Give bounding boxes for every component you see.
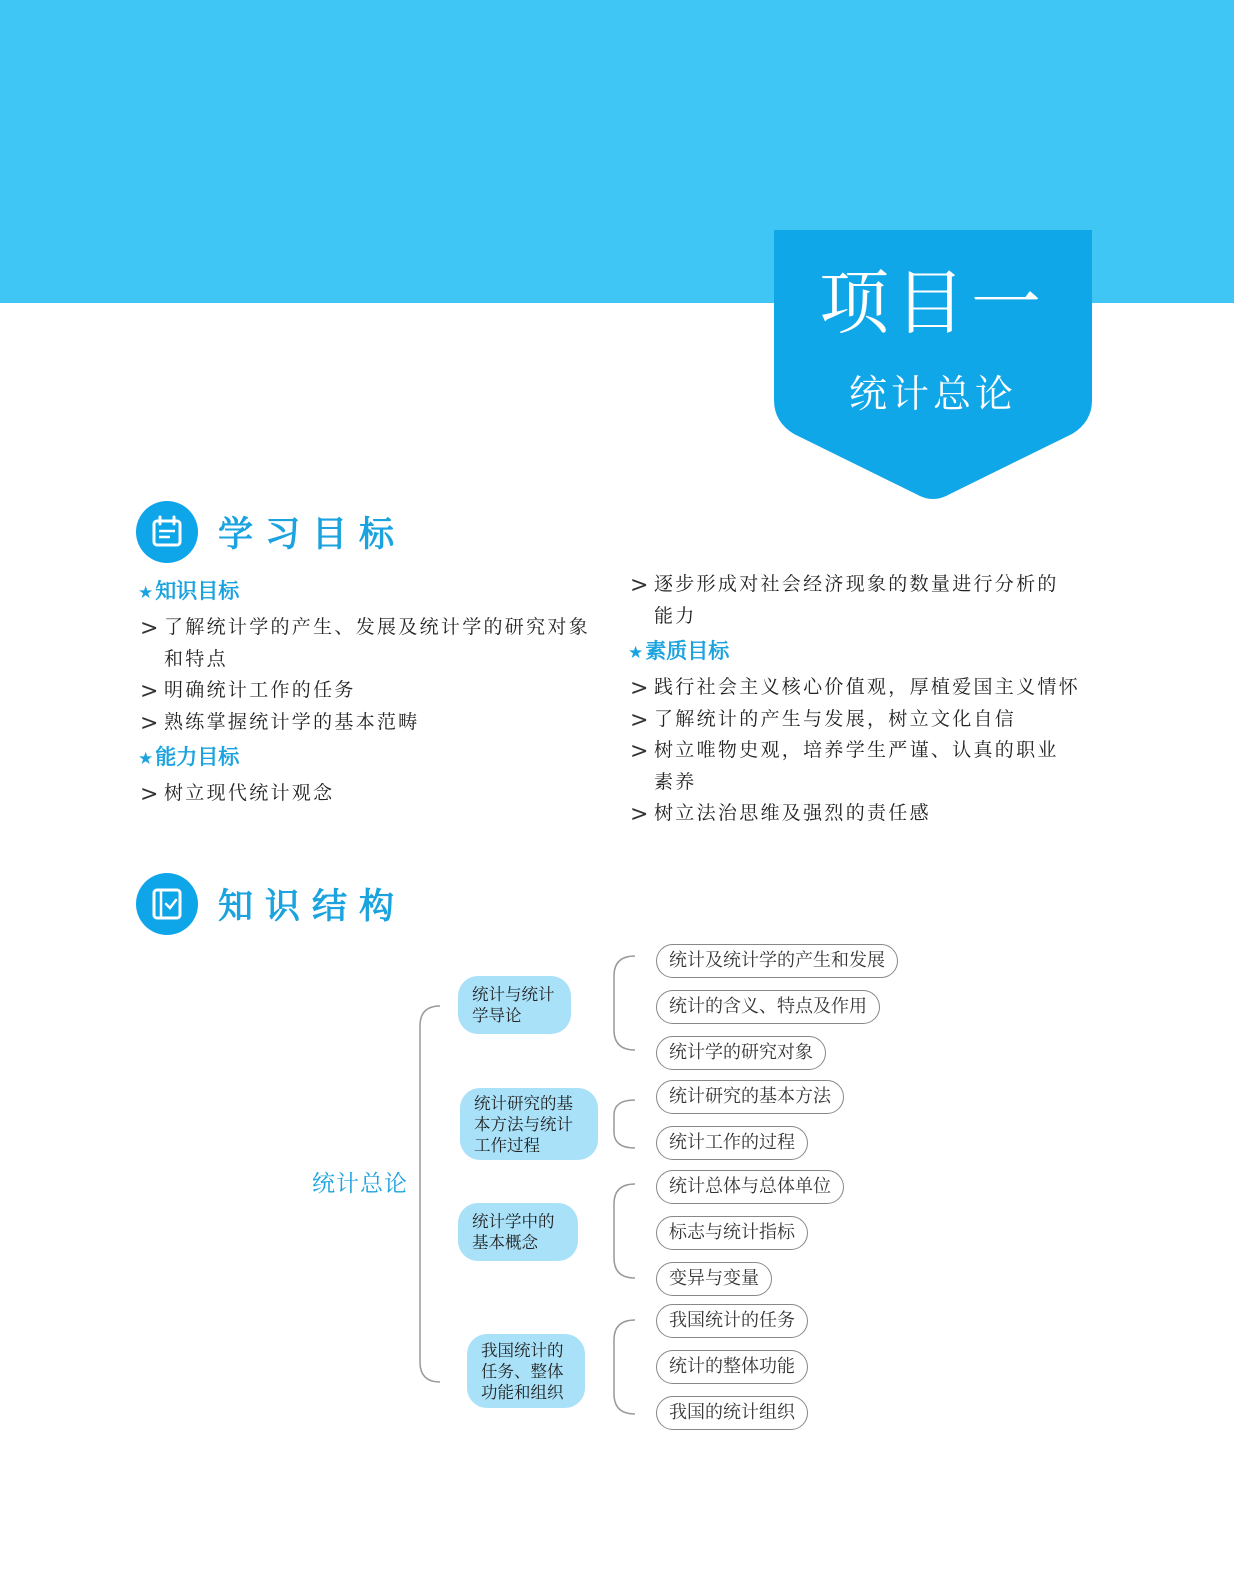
mindmap-branch: 统计与统计 学导论 [458, 976, 571, 1034]
objectives-left-column [138, 576, 618, 810]
mindmap-branch: 统计学中的 基本概念 [458, 1203, 578, 1261]
mindmap-leaf: 统计总体与总体单位 [656, 1170, 844, 1204]
list-item: > 践行社会主义核心价值观，厚植爱国主义情怀 [630, 676, 1081, 701]
mindmap-leaf: 统计研究的基本方法 [656, 1080, 844, 1114]
mindmap-leaf: 统计工作的过程 [656, 1126, 808, 1160]
list-item: > 了解统计学的产生、发展及统计学的研究对象 和特点 [140, 616, 591, 670]
mindmap-leaf: 统计的整体功能 [656, 1350, 808, 1384]
list-item: > 树立法治思维及强烈的责任感 [630, 802, 931, 827]
arrow-icon: > [630, 739, 649, 764]
knowledge-goal-heading: ★知识目标 [138, 579, 240, 603]
arrow-icon: > [630, 676, 649, 701]
arrow-icon: > [630, 707, 649, 733]
mindmap-leaf: 统计及统计学的产生和发展 [656, 944, 898, 978]
arrow-icon: > [630, 573, 649, 598]
arrow-icon: > [140, 679, 159, 704]
list-item: > 熟练掌握统计学的基本范畴 [140, 710, 420, 736]
section-title: 学习目标 [218, 515, 407, 555]
mindmap-leaf: 统计的含义、特点及作用 [656, 990, 880, 1024]
quality-goal-heading: ★素质目标 [628, 639, 730, 663]
chapter-number: 项目一 [819, 262, 1047, 344]
mindmap-leaf: 我国的统计组织 [656, 1396, 808, 1430]
chapter-title: 统计总论 [848, 372, 1017, 416]
arrow-icon: > [630, 802, 649, 827]
list-item: > 逐步形成对社会经济现象的数量进行分析的 能力 [630, 573, 1059, 627]
star-icon: ★ [628, 643, 644, 663]
mindmap-branch: 我国统计的 任务、整体 功能和组织 [467, 1334, 585, 1408]
section-objectives-header [136, 500, 406, 564]
mindmap-leaf: 统计学的研究对象 [656, 1036, 826, 1070]
ability-goal-heading: ★能力目标 [138, 745, 240, 769]
star-icon: ★ [138, 749, 154, 769]
mindmap-leaf: 变异与变量 [656, 1262, 772, 1296]
notebook-icon [136, 501, 198, 563]
checklist-icon [136, 873, 198, 935]
objectives-right-column [628, 569, 1108, 830]
section-structure-header [136, 872, 406, 936]
arrow-icon: > [140, 710, 159, 736]
list-item: > 树立现代统计观念 [140, 782, 335, 807]
mindmap-leaf: 标志与统计指标 [656, 1216, 808, 1250]
section-title: 知识结构 [218, 887, 407, 927]
mindmap-branch: 统计研究的基 本方法与统计 工作过程 [460, 1088, 598, 1160]
star-icon: ★ [138, 583, 154, 603]
list-item: > 明确统计工作的任务 [140, 679, 356, 704]
mindmap-root: 统计总论 [312, 1171, 408, 1197]
arrow-icon: > [140, 616, 159, 641]
list-item: > 了解统计的产生与发展，树立文化自信 [630, 707, 1017, 733]
mindmap-leaf: 我国统计的任务 [656, 1304, 808, 1338]
list-item: > 树立唯物史观，培养学生严谨、认真的职业 素养 [630, 739, 1059, 793]
arrow-icon: > [140, 782, 159, 807]
